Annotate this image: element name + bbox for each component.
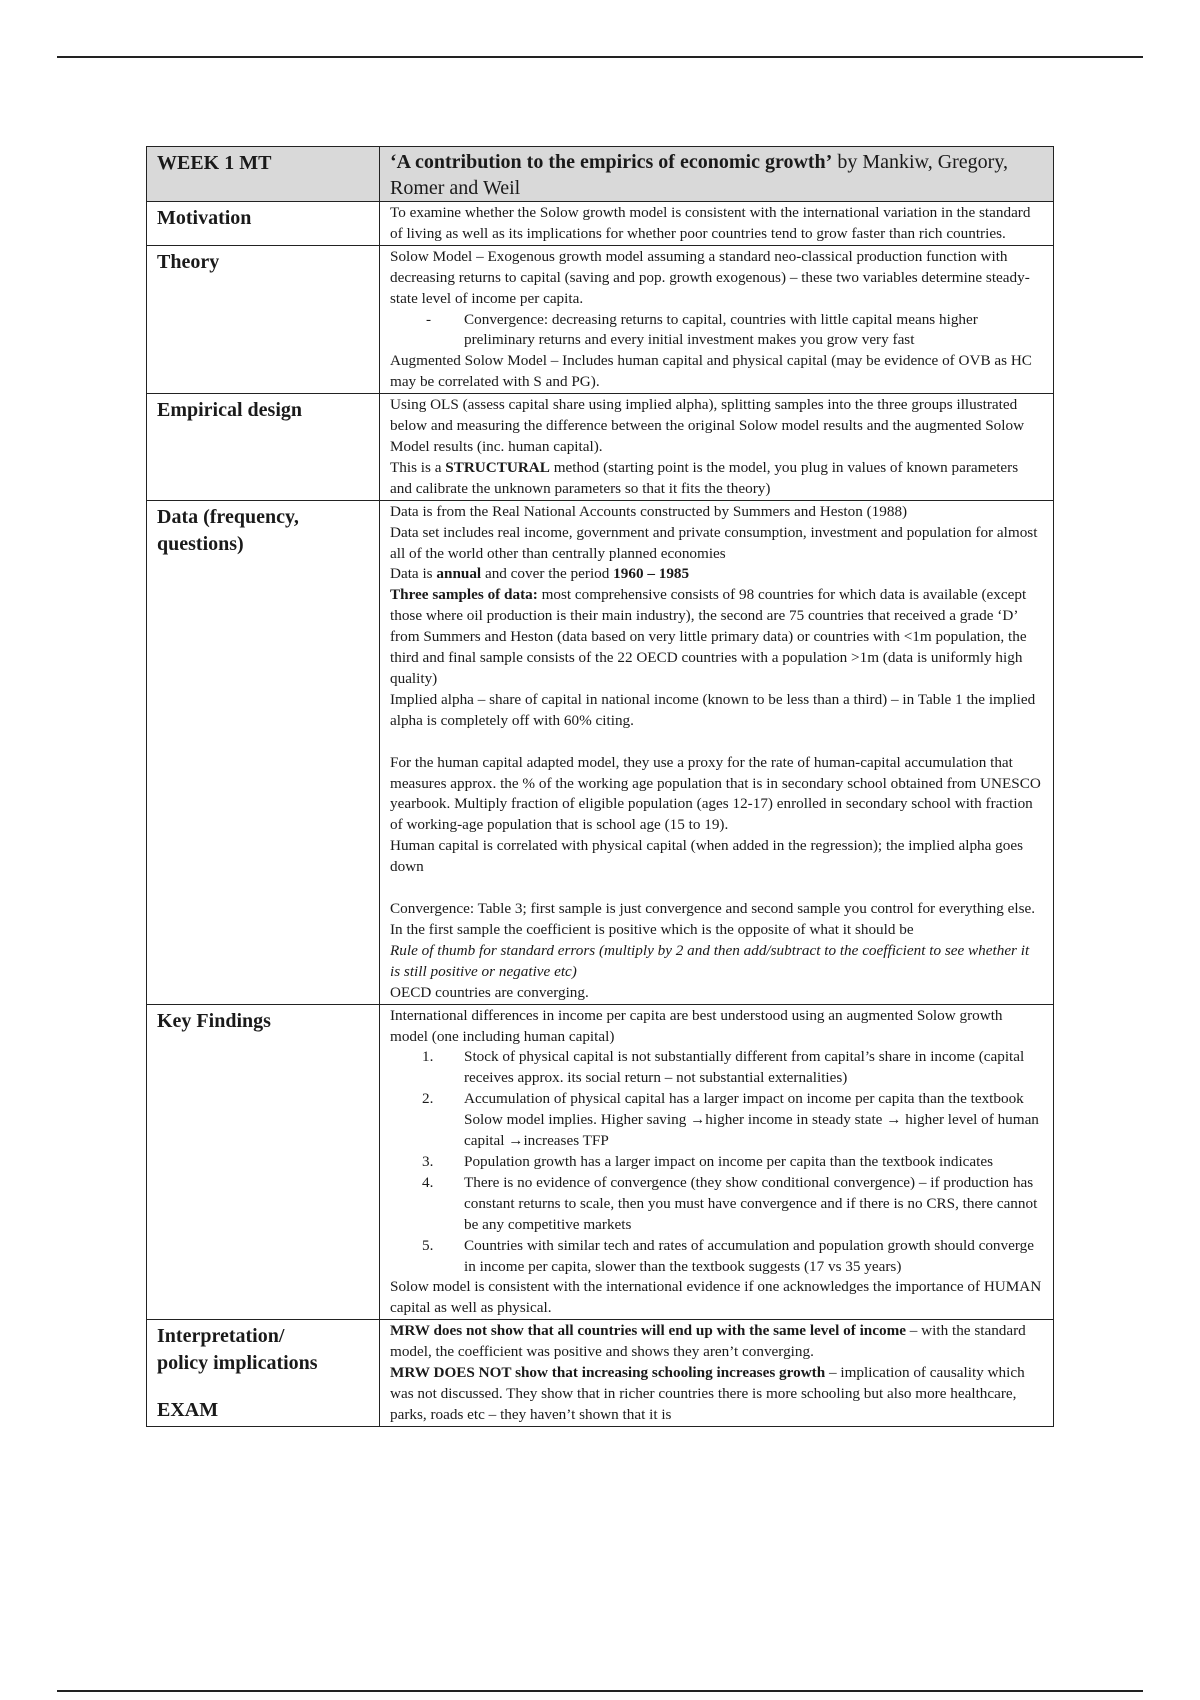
finding-item bbox=[390, 1152, 1043, 1173]
interpretation-label bbox=[147, 1320, 380, 1427]
data-content bbox=[380, 500, 1054, 1004]
finding-num: 3. bbox=[422, 1152, 434, 1170]
interpretation-content bbox=[380, 1320, 1054, 1427]
empirical-label: Empirical design bbox=[147, 394, 380, 501]
notes-table bbox=[146, 146, 1054, 1427]
data-l1: Data is from the Real National Accounts constructed by Summers and Heston (1988) bbox=[390, 502, 908, 520]
data-l4-bold: Three samples of data: bbox=[390, 586, 538, 604]
data-label-1: Data (frequency, bbox=[157, 505, 299, 528]
interpretation-p2-bold: MRW DOES NOT show that increasing schooling increases growth bbox=[390, 1364, 826, 1382]
empirical-p2-b: method (starting point is the model, you plug in values of known parameters and calibrate the unknown parameters so that it fits the theory) bbox=[390, 458, 1019, 497]
finding-text: Population growth has a larger impact on income per capita than the textbook indicates bbox=[464, 1152, 994, 1170]
spacer bbox=[390, 878, 1043, 899]
interpretation-p2-text: – implication of causality which was not discussed. They show that in richer countries there is more schooling but also more healthcare, parks, roads etc – they haven’t shown that it is bbox=[390, 1364, 1025, 1423]
findings-intro: International differences in income per capita are best understood using an augmented Solow growth model (one including human capital) bbox=[390, 1006, 1003, 1045]
data-l3-bold1: annual bbox=[436, 565, 482, 583]
data-l7: Human capital is correlated with physical capital (when added in the regression); the implied alpha goes down bbox=[390, 837, 1024, 876]
data-l3-a: Data is bbox=[390, 565, 437, 583]
interpretation-label-1: Interpretation/ bbox=[157, 1325, 285, 1348]
data-row bbox=[147, 500, 1054, 1004]
theory-p1: Solow Model – Exogenous growth model assuming a standard neo-classical production function with decreasing returns to capital (saving and pop. growth exogenous) – these two variables determine steady-state level of income per capita. bbox=[390, 247, 1030, 307]
motivation-label: Motivation bbox=[147, 202, 380, 246]
findings-outro: Solow model is consistent with the international evidence if one acknowledges the importance of HUMAN capital as well as physical. bbox=[390, 1278, 1042, 1317]
week-label: WEEK 1 MT bbox=[147, 147, 380, 202]
finding-num: 5. bbox=[422, 1236, 434, 1254]
theory-label: Theory bbox=[147, 245, 380, 393]
motivation-row bbox=[147, 202, 1054, 246]
data-l3-b: and cover the period bbox=[481, 565, 614, 583]
findings-content bbox=[380, 1004, 1054, 1320]
interpretation-p2 bbox=[390, 1363, 1043, 1426]
theory-bullet-text: Convergence: decreasing returns to capital, countries with little capital means higher preliminary returns and every initial investment makes you grow very fast bbox=[464, 310, 978, 349]
finding-text: Countries with similar tech and rates of accumulation and population growth should converge in income per capita, slower than the textbook suggests (17 vs 35 years) bbox=[464, 1236, 1034, 1275]
data-l5: Implied alpha – share of capital in national income (known to be less than a third) – in Table 1 the implied alpha is completely off with 60% citing. bbox=[390, 690, 1036, 729]
interpretation-row bbox=[147, 1320, 1054, 1427]
finding-text: Stock of physical capital is not substantially different from capital’s share in income (capital receives approx. its social return – not substantial externalities) bbox=[464, 1048, 1025, 1087]
finding-item bbox=[390, 1236, 1043, 1278]
bottom-rule bbox=[57, 1690, 1143, 1692]
spacer bbox=[157, 1377, 369, 1397]
data-l4 bbox=[390, 585, 1043, 690]
empirical-p2-a: This is a bbox=[390, 458, 446, 476]
data-l2: Data set includes real income, government and private consumption, investment and population for almost all of the world other than centrally planned economies bbox=[390, 523, 1038, 562]
top-rule bbox=[57, 56, 1143, 58]
interpretation-p1-text: – with the standard model, the coefficient was positive and shows they aren’t converging. bbox=[390, 1322, 1026, 1361]
data-l3 bbox=[390, 564, 1043, 585]
theory-bullet bbox=[390, 310, 1043, 352]
paper-title-bold: ‘A contribution to the empirics of economic growth’ bbox=[390, 151, 833, 173]
data-l9: Rule of thumb for standard errors (multiply by 2 and then add/subtract to the coefficient to see whether it is still positive or negative etc) bbox=[390, 941, 1030, 980]
findings-label: Key Findings bbox=[147, 1004, 380, 1320]
interpretation-p1 bbox=[390, 1321, 1043, 1363]
data-l3-bold2: 1960 – 1985 bbox=[613, 565, 690, 583]
finding-num: 1. bbox=[422, 1048, 434, 1066]
finding-item bbox=[390, 1047, 1043, 1089]
theory-p2: Augmented Solow Model – Includes human capital and physical capital (may be evidence of OVB as HC may be correlated with S and PG). bbox=[390, 352, 1032, 391]
spacer bbox=[390, 732, 1043, 753]
theory-row bbox=[147, 245, 1054, 393]
finding-item bbox=[390, 1089, 1043, 1152]
data-l8: Convergence: Table 3; first sample is just convergence and second sample you control for everything else. In the first sample the coefficient is positive which is the opposite of what it should be bbox=[390, 900, 1036, 938]
paper-title bbox=[380, 147, 1054, 202]
empirical-p1: Using OLS (assess capital share using implied alpha), splitting samples into the three groups illustrated below and measuring the difference between the original Solow model results and the augmented Solow Model results (inc. human capital). bbox=[390, 396, 1025, 455]
finding-num: 4. bbox=[422, 1173, 434, 1191]
data-l6: For the human capital adapted model, they use a proxy for the rate of human-capital accumulation that measures approx. the % of the working age population that is in secondary school obtained from UNESCO yearbook. Multiply fraction of eligible population (ages 12-17) enrolled in secondary school with fraction of working-age population that is school age (15 to 19). bbox=[390, 753, 1041, 834]
findings-row bbox=[147, 1004, 1054, 1320]
finding-text: There is no evidence of convergence (they show conditional convergence) – if production has constant returns to scale, then you must have convergence and if there is no CRS, there cannot be any competitive markets bbox=[464, 1173, 1038, 1233]
exam-label: EXAM bbox=[157, 1399, 219, 1422]
empirical-content bbox=[380, 394, 1054, 501]
finding-num: 2. bbox=[422, 1090, 434, 1108]
interpretation-p1-bold: MRW does not show that all countries will end up with the same level of income bbox=[390, 1322, 906, 1340]
interpretation-label-2: policy implications bbox=[157, 1352, 318, 1375]
motivation-text: To examine whether the Solow growth model is consistent with the international variation in the standard of living as well as its implications for whether poor countries tend to grow faster than rich countries. bbox=[380, 202, 1054, 246]
theory-content bbox=[380, 245, 1054, 393]
data-l10: OECD countries are converging. bbox=[390, 983, 589, 1001]
finding-item bbox=[390, 1173, 1043, 1236]
structural-bold: STRUCTURAL bbox=[445, 458, 550, 476]
header-row bbox=[147, 147, 1054, 202]
data-l4-text: most comprehensive consists of 98 countries for which data is available (except those where oil production is their main industry), the second are 75 countries that received a grade ‘D’ from Summers and Heston (data based on very little primary data) or countries with <1m population, the third and final sample consists of the 22 OECD countries with a population >1m (data is uniformly high quality) bbox=[390, 586, 1027, 687]
empirical-row bbox=[147, 394, 1054, 501]
empirical-p2 bbox=[390, 458, 1043, 500]
data-label-2: questions) bbox=[157, 532, 244, 555]
bullet-mark: - bbox=[426, 310, 432, 328]
finding-text: Accumulation of physical capital has a larger impact on income per capita than the textbook Solow model implies. Higher saving →higher income in steady state → higher level of human capital →increases TFP bbox=[464, 1090, 1039, 1150]
data-label bbox=[147, 500, 380, 1004]
paper-authors: by Mankiw, Gregory, Romer and Weil bbox=[390, 151, 1009, 199]
